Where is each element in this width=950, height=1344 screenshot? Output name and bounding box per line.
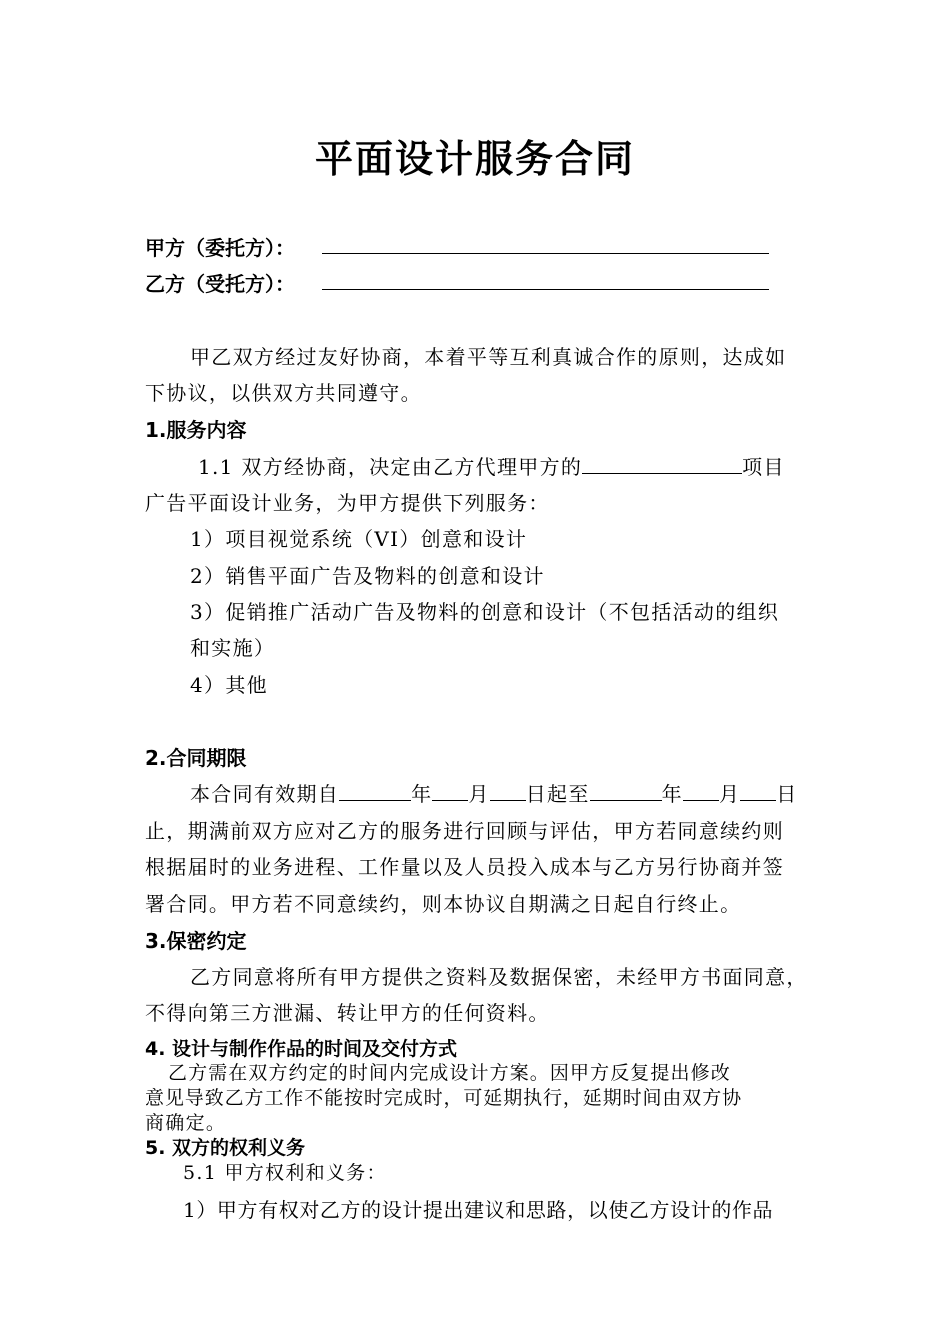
project-name-blank (582, 455, 742, 474)
confidentiality-line-1: 乙方同意将所有甲方提供之资料及数据保密，未经甲方书面同意， (190, 965, 808, 989)
intro-line-2: 下协议，以供双方共同遵守。 (145, 381, 422, 405)
confidentiality-line-2: 不得向第三方泄漏、转让甲方的任何资料。 (145, 1001, 550, 1025)
section-5-heading: 5. 双方的权利义务 (145, 1137, 306, 1159)
month-label: 月 (718, 782, 741, 806)
section-4-heading: 4. 设计与制作作品的时间及交付方式 (145, 1038, 458, 1060)
start-month-blank (432, 782, 468, 801)
party-a-label: 甲方（委托方）： (145, 236, 295, 260)
year-label: 年 (661, 782, 683, 806)
contract-term-line-3: 根据届时的业务进程、工作量以及人员投入成本与乙方另行协商并签 (145, 855, 784, 879)
delivery-line-1: 乙方需在双方约定的时间内完成设计方案。因甲方反复提出修改 (168, 1062, 731, 1084)
section-5-sub-1: 5.1 甲方权利和义务： (183, 1162, 387, 1184)
party-a-blank (322, 253, 769, 254)
day-end-label: 日 (776, 782, 798, 806)
end-month-blank (683, 782, 719, 801)
delivery-line-2: 意见导致乙方工作不能按时完成时，可延期执行，延期时间由双方协 (145, 1087, 743, 1109)
service-item: 3）促销推广活动广告及物料的创意和设计（不包括活动的组织 (190, 600, 780, 624)
party-b-blank (322, 289, 769, 290)
section-3-heading: 3.保密约定 (145, 929, 247, 953)
page-title: 平面设计服务合同 (314, 137, 635, 181)
month-label: 月 (468, 782, 490, 806)
section-5-item-1: 1）甲方有权对乙方的设计提出建议和思路，以使乙方设计的作品 (183, 1198, 774, 1222)
section-1-para-1-line-2: 广告平面设计业务，为甲方提供下列服务： (145, 491, 550, 515)
section-1-para-1-suffix: 项目 (742, 455, 785, 479)
section-1-heading: 1.服务内容 (145, 418, 247, 442)
term-start-text: 本合同有效期自 (190, 782, 340, 806)
service-item-continued: 和实施） (190, 636, 276, 660)
end-year-blank (590, 782, 662, 801)
contract-term-line-1 (190, 778, 798, 807)
day-from-label: 日起至 (525, 782, 590, 806)
contract-term-line-4: 署合同。甲方若不同意续约，则本协议自期满之日起自行终止。 (145, 892, 742, 916)
intro-line-1: 甲乙双方经过友好协商，本着平等互利真诚合作的原则，达成如 (190, 345, 787, 369)
end-day-blank (740, 782, 776, 801)
party-b-label: 乙方（受托方）： (145, 272, 295, 296)
service-item: 4）其他 (190, 673, 268, 697)
year-label: 年 (411, 782, 433, 806)
contract-term-line-2: 止，期满前双方应对乙方的服务进行回顾与评估，甲方若同意续约则 (145, 819, 784, 843)
start-day-blank (490, 782, 526, 801)
section-1-para-1 (198, 451, 785, 480)
delivery-line-3: 商确定。 (145, 1112, 227, 1134)
service-item: 2）销售平面广告及物料的创意和设计 (190, 564, 545, 588)
section-2-heading: 2.合同期限 (145, 746, 247, 770)
section-1-para-1-text: 1.1 双方经协商，决定由乙方代理甲方的 (198, 455, 583, 479)
service-item: 1）项目视觉系统（VI）创意和设计 (190, 527, 528, 551)
start-year-blank (339, 782, 411, 801)
